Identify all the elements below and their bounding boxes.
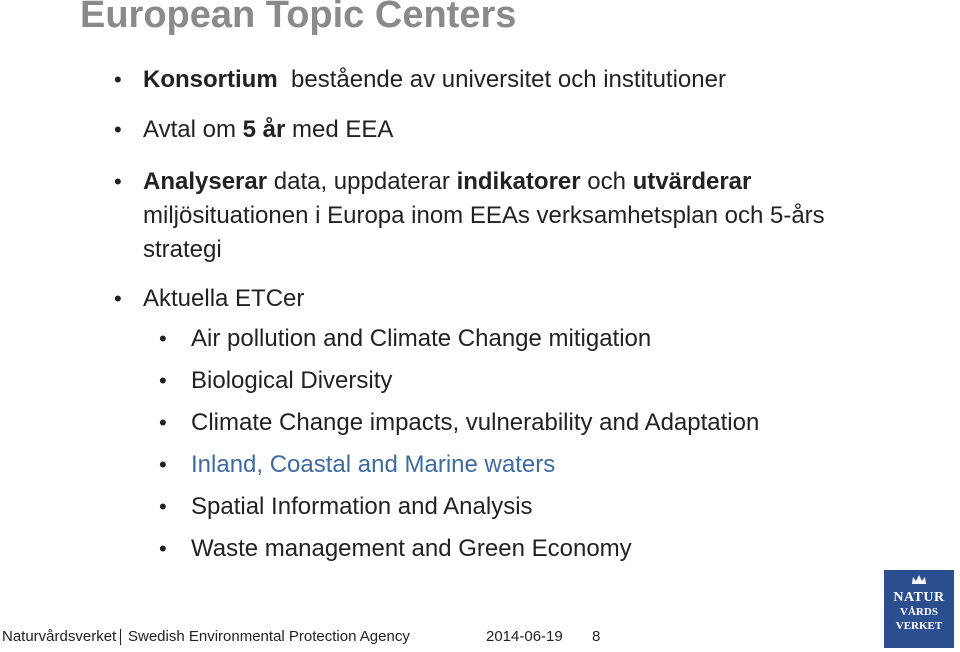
sub-bullet: • Climate Change impacts, vulnerability and Adaptation (191, 407, 911, 439)
logo-line1: NATUR (893, 590, 945, 605)
footer-bar (0, 628, 960, 652)
sub-bullet: • Spatial Information and Analysis (191, 491, 911, 523)
bullet-bold: utvärderar (632, 168, 752, 195)
sub-bullet-link[interactable]: • Inland, Coastal and Marine waters (191, 449, 911, 481)
bullet-analyserar (143, 165, 873, 267)
sub-bullet: • Biological Diversity (191, 365, 911, 397)
crown-icon (911, 574, 927, 586)
sub-bullet: • Air pollution and Climate Change mitigation (191, 323, 911, 355)
bullet-bold: indikatorer (456, 168, 581, 195)
footer-org: Naturvårdsverket (2, 628, 117, 645)
naturvardsverket-logo (884, 570, 954, 648)
bullet-text: data, uppdaterar (273, 168, 450, 195)
bullet-avtal (143, 113, 883, 147)
logo-line2: VÅRDS (900, 606, 938, 618)
bullet-konsortium (143, 63, 883, 97)
footer-page-number: 8 (592, 628, 601, 645)
logo-line3: VERKET (895, 620, 943, 632)
footer-date: 2014-06-19 (486, 628, 563, 645)
sub-bullet: • Waste management and Green Economy (191, 533, 911, 565)
footer-divider (120, 629, 121, 645)
bullet-aktuella (143, 282, 883, 316)
slide-title: European Topic Centers (80, 0, 517, 36)
bullet-bold: Konsortium (143, 66, 278, 93)
bullet-text: Aktuella ETCer (143, 285, 305, 312)
bullet-bold: 5 år (242, 116, 286, 143)
footer-org-en: Swedish Environmental Protection Agency (128, 628, 410, 645)
bullet-text: och (587, 168, 626, 195)
bullet-text: med EEA (291, 116, 394, 143)
bullet-text: miljösituationen i Europa inom EEAs verksamhetsplan och 5-års strategi (143, 202, 825, 263)
bullet-text: bestående av universitet och institutioner (291, 66, 726, 93)
bullet-bold: Analyserar (143, 168, 268, 195)
bullet-text: Avtal om (143, 116, 236, 143)
